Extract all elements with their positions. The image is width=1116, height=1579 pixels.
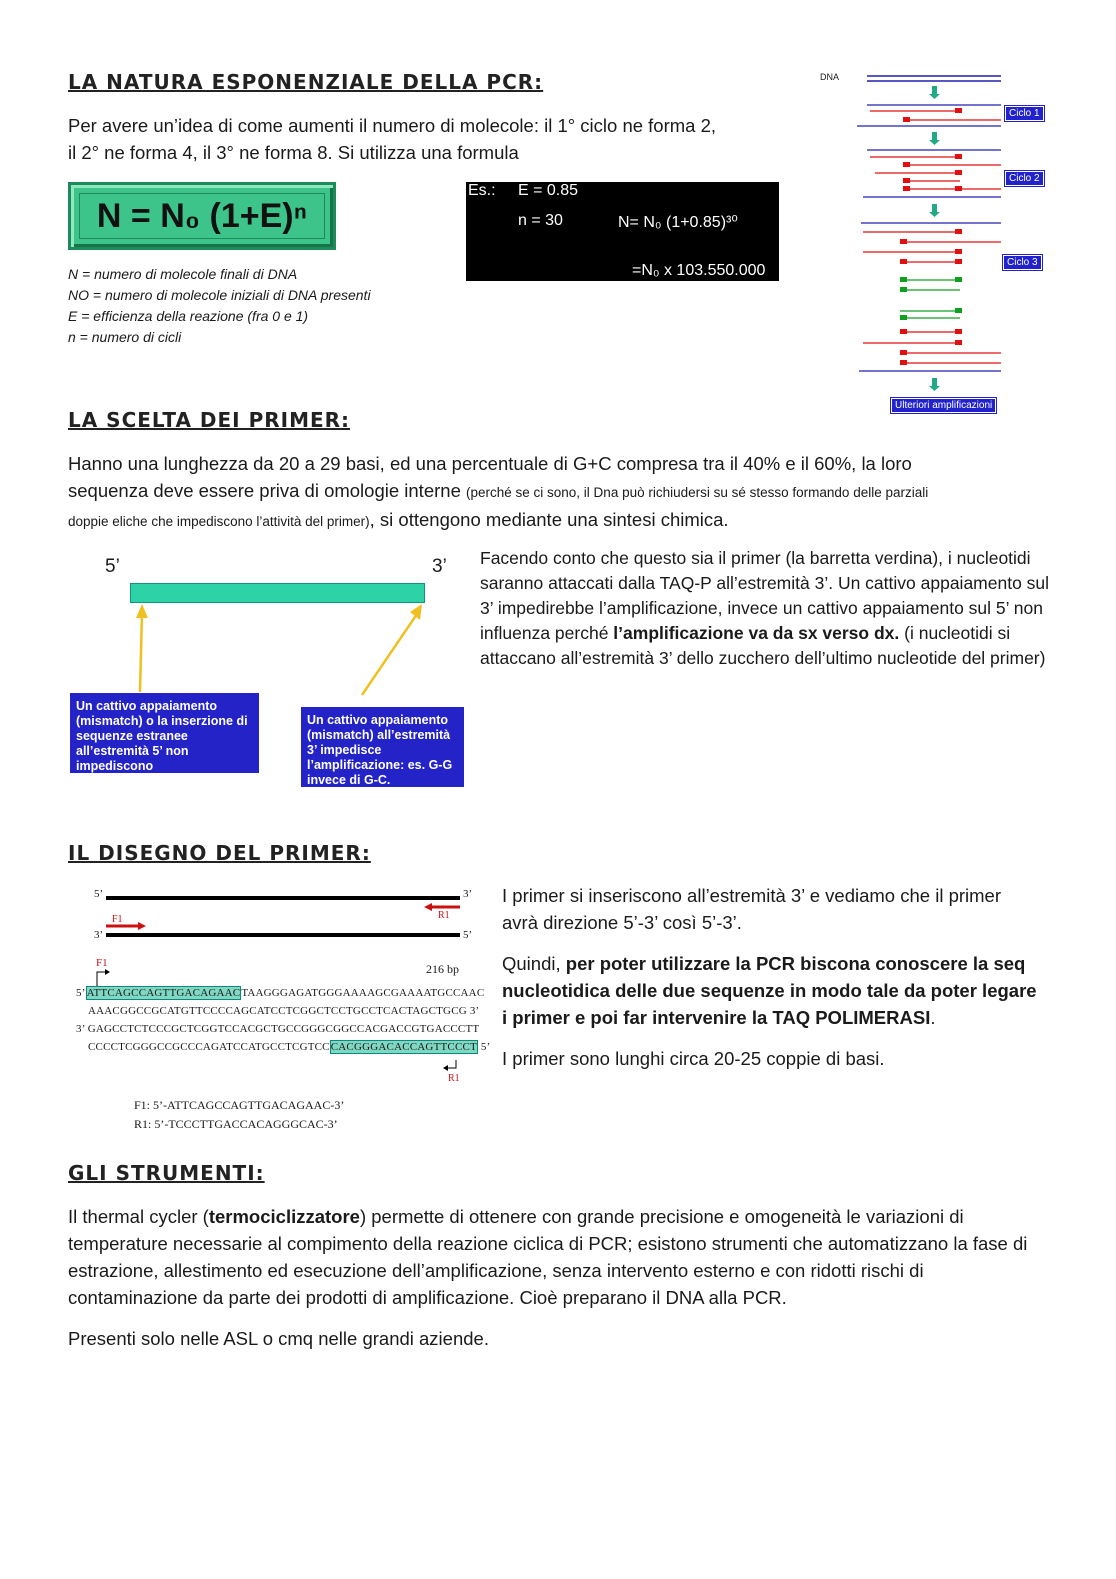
primer-3-prime-label: 3’ — [432, 556, 447, 577]
pcr-strands-svg — [815, 70, 1055, 415]
primer-arrows — [130, 600, 430, 700]
primer-choice-line-3-note: doppie eliche che impediscono l’attività del primer) — [68, 514, 370, 529]
instruments-p1 — [68, 1203, 1053, 1311]
bottom-strand-3-label: 3’ — [94, 929, 104, 941]
example-e-value: E = 0.85 — [518, 182, 579, 199]
primer-choice-line-3 — [68, 506, 1068, 535]
bottom-strand-5-label: 5’ — [463, 929, 473, 941]
legend-cycles: n = numero di cicli — [68, 329, 182, 345]
seq-line-3: 3’ GAGCCTCTCCCGCTCGGTCCACGCTGCCGGGCGGCCACGACCGTGACCCTT — [76, 1023, 480, 1035]
mismatch-3-prime-box: Un cattivo appaiamento (mismatch) all’estremità 3’ impedisce l’amplificazione: es. G-G invece di G-C. — [301, 707, 464, 787]
section-heading-primer-choice: LA SCELTA DEI PRIMER: — [68, 408, 351, 432]
amplicon-size: 216 bp — [426, 962, 459, 976]
instruments-text — [68, 1203, 1053, 1352]
top-strand-5-label: 5’ — [94, 888, 104, 900]
instruments-p1-prefix: Il thermal cycler ( — [68, 1206, 209, 1227]
seq-line-4-rest: CCCCTCGGGCCGCCCAGATCCATGCCTCGTCC — [88, 1041, 330, 1053]
f1-start-label: F1 — [96, 957, 108, 969]
intro-line-1: Per avere un’idea di come aumenti il numero di molecole: il 1° ciclo ne forma 2, — [68, 115, 717, 136]
r1-start-label: R1 — [448, 1073, 460, 1084]
p2-prefix: Quindi, — [502, 953, 566, 974]
intro-paragraph — [68, 112, 808, 166]
primer-design-p1: I primer si inseriscono all’estremità 3’ e vediamo che il primer avrà direzione 5’-3’ così 5’-3’. — [502, 885, 1001, 933]
primer-choice-line-2-main: sequenza deve essere priva di omologie interne — [68, 480, 466, 501]
formula-legend — [68, 264, 448, 348]
primer-choice-paragraph — [68, 450, 1068, 535]
primer-design-p3: I primer sono lunghi circa 20-25 coppie di basi. — [502, 1048, 885, 1069]
example-formula: N= N₀ (1+0.85)³⁰ — [618, 214, 738, 231]
p2-suffix: . — [930, 1007, 936, 1028]
f1-start-arrow — [94, 968, 114, 988]
seq-line-4: CCCCTCGGGCCGCCCAGATCCATGCCTCGTCCCACGGGACACCAGTTCCCT 5’ — [88, 1041, 491, 1053]
example-box — [466, 182, 779, 281]
formula-text: N = N₀ (1+E)ⁿ — [79, 193, 325, 239]
example-result: =N₀ x 103.550.000 — [632, 262, 766, 279]
pcr-cycles-diagram — [815, 70, 1055, 415]
primer-choice-line-2-note: (perché se ci sono, il Dna può richiudersi su sé stesso formando delle parziali — [466, 485, 929, 500]
formula-box — [68, 182, 336, 250]
dna-label: DNA — [820, 72, 840, 82]
cycle-1-badge: Ciclo 1 — [1005, 106, 1044, 121]
section-heading-pcr-exponential: LA NATURA ESPONENZIALE DELLA PCR: — [68, 70, 544, 94]
r1-highlight: CACGGGACACCAGTTCCCT — [330, 1041, 477, 1053]
instruments-p1-bold: termociclizzatore — [208, 1206, 360, 1227]
r1-sequence: R1: 5’-TCCCTTGACCACAGGGCAC-3’ — [134, 1117, 338, 1131]
section-heading-primer-design: IL DISEGNO DEL PRIMER: — [68, 841, 371, 865]
intro-line-2: il 2° ne forma 4, il 3° ne forma 8. Si utilizza una formula — [68, 142, 519, 163]
seq-line-2-text: AAACGGCCGCATGTTCCCCAGCATCCTCGGCTCCTGCCTCACTAGCTGCG — [88, 1005, 467, 1017]
primer-choice-line-3-main: , si ottengono mediante una sintesi chimica. — [369, 509, 729, 530]
primer-choice-line-2 — [68, 477, 1068, 506]
cycle-3-badge: Ciclo 3 — [1003, 255, 1042, 270]
r1-arrow-label: R1 — [438, 910, 450, 921]
r1-start-arrow — [442, 1058, 462, 1074]
f1-sequence: F1: 5’-ATTCAGCCAGTTGACAGAAC-3’ — [134, 1098, 345, 1112]
p2-bold: per poter utilizzare la PCR bisconа conoscere la seq nucleotidica delle due sequenze in modo tale da poter legare i primer e poi far intervenire la TAQ POLIMERASI — [502, 953, 1037, 1028]
primer-description — [480, 546, 1055, 671]
example-label: Es.: — [468, 182, 496, 199]
further-amplification-badge: Ulteriori amplificazioni — [891, 398, 996, 413]
seq-line-2: AAACGGCCGCATGTTCCCCAGCATCCTCGGCTCCTGCCTCACTAGCTGCG 3’ — [88, 1005, 480, 1017]
mismatch-5-prime-box: Un cattivo appaiamento (mismatch) o la inserzione di sequenze estranee all’estremità 5’ non impediscono l’amplificazione. — [70, 693, 259, 773]
primer-5-prime-label: 5’ — [105, 556, 120, 577]
section-heading-instruments: GLI STRUMENTI: — [68, 1161, 265, 1185]
primer-design-p2 — [502, 950, 1042, 1031]
f1-arrow-label: F1 — [112, 914, 123, 925]
cycle-2-badge: Ciclo 2 — [1005, 171, 1044, 186]
primer-design-text — [502, 882, 1042, 1072]
seq-line-3-text: GAGCCTCTCCCGCTCGGTCCACGCTGCCGGGCGGCCACGACCGTGACCCTT — [87, 1023, 480, 1035]
primer-description-bold: l’amplificazione va da sx verso dx. — [613, 623, 900, 643]
seq-line-1: 5’ATTCAGCCAGTTGACAGAACTAAGGGAGATGGGAAAAGCGAAAATGCCAAC — [76, 987, 485, 999]
instruments-p1-suffix: ) permette di ottenere con grande precisione e omogeneità le variazioni di temperature necessarie al compimento della reazione ciclica di PCR; esistono strumenti che automatizzano la fase di estrazione, allestimento ed esecuzione dell’amplificazione, senza intervento esterno e con ridotti rischi di contaminazione da parte dei prodotti di amplificazione. Cioè preparano il DNA alla PCR. — [68, 1206, 1028, 1308]
f1-highlight: ATTCAGCCAGTTGACAGAAC — [86, 987, 241, 999]
legend-n0: NO = numero di molecole iniziali di DNA presenti — [68, 287, 371, 303]
primer-description-note: (i nucleotidi si attaccano all’estremità 3’ dello zucchero dell’ultimo nucleotide del primer) — [480, 623, 1046, 668]
primer-description-text: Facendo conto che questo sia il primer (la barretta verdina), i nucleotidi saranno attaccati dalla TAQ-P all’estremità 3’. Un cattivo appaiamento sul 3’ impedirebbe l’amplificazione, invece un cattivo appaiamento sul 5’ non influenza perché — [480, 548, 1050, 643]
primer-choice-line-1: Hanno una lunghezza da 20 a 29 basi, ed una percentuale di G+C compresa tra il 40% e il 60%, la loro — [68, 453, 912, 474]
primer-design-figure — [70, 882, 490, 1142]
instruments-p2: Presenti solo nelle ASL o cmq nelle grandi aziende. — [68, 1328, 489, 1349]
example-n-value: n = 30 — [518, 212, 563, 229]
legend-e: E = efficienza della reazione (fra 0 e 1) — [68, 308, 309, 324]
bottom-strand — [106, 933, 460, 937]
seq-line-1-rest: TAAGGGAGATGGGAAAAGCGAAAATGCCAAC — [241, 987, 485, 999]
legend-n: N = numero di molecole finali di DNA — [68, 266, 298, 282]
top-strand-3-label: 3’ — [463, 888, 473, 900]
